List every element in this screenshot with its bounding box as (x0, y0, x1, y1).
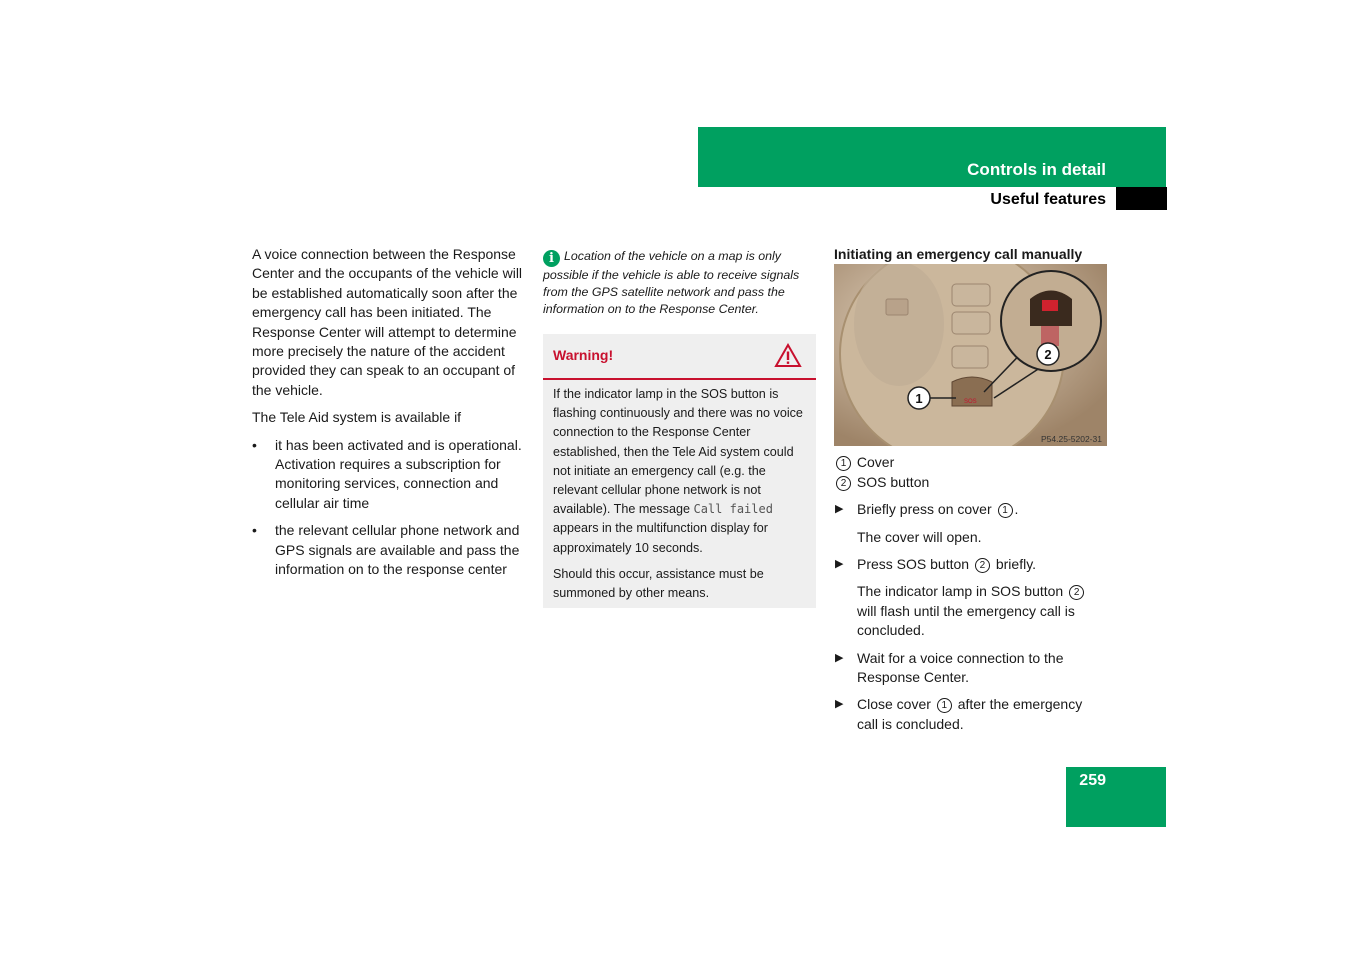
callout-1-icon: 1 (998, 503, 1013, 518)
list-item (252, 521, 527, 579)
svg-text:P54.25-5202-31: P54.25-5202-31 (1041, 434, 1102, 445)
subsection-title: Useful features (990, 191, 1106, 208)
column-right (834, 245, 1107, 734)
bullet-icon: • (252, 436, 257, 453)
warning-text: If the indicator lamp in the SOS button is flashing continuously and there was no voice connection to the Response Center established, then the Tele Aid system could not initiate an emergency call (e.g. the relevant cellular phone network is not available). The message Call failed appears in the multifunction display for approximately 10 seconds. (553, 387, 803, 555)
svg-text:1: 1 (915, 391, 923, 407)
svg-text:2: 2 (1044, 347, 1052, 363)
bullet-icon: • (252, 522, 257, 539)
legend (834, 453, 1107, 492)
page-number: 259 (1079, 772, 1106, 789)
display-message: Call failed (693, 502, 773, 517)
arrow-right-icon: ▶ (835, 558, 844, 571)
warning-header (543, 334, 816, 380)
list-item (252, 436, 527, 514)
section-tab (1116, 187, 1167, 210)
arrow-right-icon: ▶ (835, 503, 844, 516)
svg-text:SOS: SOS (964, 399, 977, 406)
warning-box (543, 334, 816, 608)
warning-title: Warning! (553, 347, 614, 363)
callout-2-icon: 2 (975, 558, 990, 573)
callout-1-icon: 1 (937, 698, 952, 713)
info-note (543, 248, 817, 318)
section-title: Controls in detail (967, 160, 1106, 179)
arrow-right-icon: ▶ (835, 651, 844, 664)
callout-2-icon: 2 (1069, 585, 1084, 600)
arrow-right-icon: ▶ (835, 698, 844, 711)
availability-paragraph: The Tele Aid system is available if (252, 409, 462, 426)
overhead-console-illustration (834, 264, 1107, 446)
procedure-title: Initiating an emergency call manually (834, 246, 1083, 262)
callout-1-icon: 1 (836, 456, 851, 471)
step-2: ▶ Press SOS button 2 briefly. (834, 555, 1107, 574)
callout-2-icon: 2 (836, 476, 851, 491)
sos-button-photo (834, 264, 1107, 446)
step-1: ▶ Briefly press on cover 1 . (834, 500, 1107, 519)
step-3: ▶ Wait for a voice connection to the Response Center. (835, 649, 1064, 686)
legend-item: 1 Cover (834, 453, 1107, 472)
info-icon: i (543, 250, 560, 267)
bullet-text: the relevant cellular phone network and GPS signals are available and pass the information on to the response center (275, 522, 520, 578)
column-left (252, 245, 527, 580)
step-1-result: The cover will open. (857, 528, 982, 545)
info-text: Location of the vehicle on a map is only possible if the vehicle is able to receive signals from the GPS satellite network and pass the information on to the Response Center. (543, 249, 800, 316)
step-4: ▶ Close cover 1 after the emergency call is concluded. (835, 696, 1083, 732)
warning-text-2: Should this occur, assistance must be summoned by other means. (553, 566, 764, 601)
legend-item: 2 SOS button (834, 473, 1107, 492)
warning-body (543, 380, 816, 603)
bullet-text: it has been activated and is operational. Activation requires a subscription for monitoring services, connection and cellular air time (275, 436, 522, 511)
warning-triangle-icon (774, 343, 802, 368)
intro-paragraph: A voice connection between the Response Center and the occupants of the vehicle will be established automatically soon after the emergency call has been initiated. The Response Center will attempt to determine more precisely the nature of the accident provided they can speak to an occupant of the vehicle. (252, 246, 523, 398)
step-2-result: The indicator lamp in SOS button 2 will flash until the emergency call is concluded. (834, 582, 1107, 640)
